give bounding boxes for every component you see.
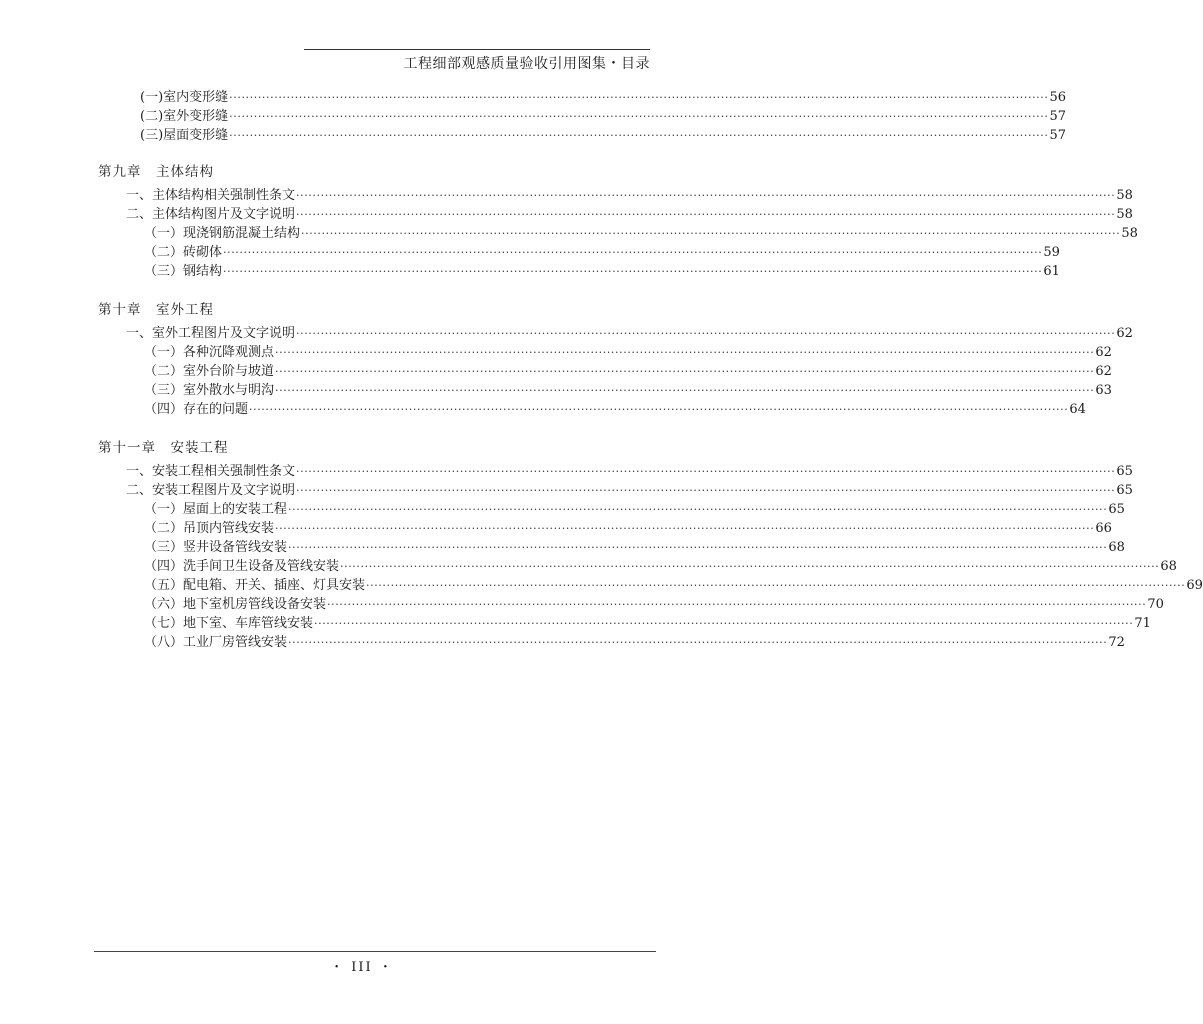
toc-entry-title: 一、主体结构相关强制性条文 <box>126 188 296 203</box>
dot-leader: ········································································································································································································ <box>296 465 1116 478</box>
toc-entry-title: （二）室外台阶与坡道 <box>144 364 275 379</box>
toc-entry-page-number: 68 <box>1160 559 1177 574</box>
dot-leader: ········································································································································································································ <box>229 110 1049 123</box>
toc-entry[interactable] <box>144 577 1203 595</box>
toc-entry-page-number: 58 <box>1116 207 1133 222</box>
toc-entry[interactable] <box>144 596 1164 614</box>
toc-entry[interactable] <box>144 244 1060 262</box>
toc-entry[interactable] <box>144 401 1086 419</box>
toc-entry[interactable] <box>144 382 1112 400</box>
toc-entry[interactable] <box>126 206 1133 224</box>
toc-entry-title: （八）工业厂房管线安装 <box>144 635 288 650</box>
dot-leader: ········································································································································································································ <box>229 91 1049 104</box>
toc-entry[interactable] <box>144 263 1060 281</box>
toc-entry-page-number: 58 <box>1121 226 1138 241</box>
toc-entry[interactable] <box>144 520 1112 538</box>
footer-rule <box>94 951 656 952</box>
toc-entry-page-number: 62 <box>1095 345 1112 360</box>
toc-entry-page-number: 64 <box>1069 402 1086 417</box>
page-number: ・ III ・ <box>330 960 394 975</box>
dot-leader: ········································································································································································································ <box>296 484 1116 497</box>
toc-entry-page-number: 58 <box>1116 188 1133 203</box>
running-header-title: 工程细部观感质量验收引用图集・目录 <box>403 56 650 72</box>
toc-entry-title: （三）室外散水与明沟 <box>144 383 275 398</box>
toc-entry-page-number: 70 <box>1147 597 1164 612</box>
toc-entry-title: （一）现浇钢筋混凝土结构 <box>144 226 301 241</box>
toc-entry-page-number: 62 <box>1095 364 1112 379</box>
dot-leader: ········································································································································································································ <box>301 227 1121 240</box>
toc-entry-page-number: 56 <box>1049 90 1067 105</box>
dot-leader: ········································································································································································································ <box>275 365 1095 378</box>
toc-entry-title: 二、安装工程图片及文字说明 <box>126 483 296 498</box>
toc-entry[interactable] <box>144 344 1112 362</box>
toc-entry-page-number: 63 <box>1095 383 1112 398</box>
chapter-heading: 第十一章 安装工程 <box>98 440 229 456</box>
toc-entry-title: （二）吊顶内管线安装 <box>144 521 275 536</box>
toc-entry-title: （一）各种沉降观测点 <box>144 345 275 360</box>
toc-entry-title: （六）地下室机房管线设备安装 <box>144 597 327 612</box>
toc-entry-title: （一）屋面上的安装工程 <box>144 502 288 517</box>
dot-leader: ········································································································································································································ <box>275 346 1095 359</box>
toc-entry[interactable] <box>126 187 1133 205</box>
toc-entry[interactable] <box>140 108 1067 126</box>
toc-entry-page-number: 69 <box>1186 578 1203 593</box>
chapter-heading: 第十章 室外工程 <box>98 302 214 318</box>
toc-entry-title: （四）存在的问题 <box>144 402 249 417</box>
toc-entry-title: (三)屋面变形缝 <box>140 128 229 143</box>
dot-leader: ········································································································································································································ <box>296 208 1116 221</box>
toc-entry[interactable] <box>144 615 1151 633</box>
dot-leader: ········································································································································································································ <box>288 636 1108 649</box>
toc-entry-title: （四）洗手间卫生设备及管线安装 <box>144 559 340 574</box>
dot-leader: ········································································································································································································ <box>296 189 1116 202</box>
toc-entry-title: （二）砖砌体 <box>144 245 223 260</box>
toc-entry-page-number: 66 <box>1095 521 1112 536</box>
dot-leader: ········································································································································································································ <box>223 246 1043 259</box>
dot-leader: ········································································································································································································ <box>275 522 1095 535</box>
toc-entry[interactable] <box>144 539 1125 557</box>
toc-entry-title: （五）配电箱、开关、插座、灯具安装 <box>144 578 366 593</box>
toc-entry-page-number: 65 <box>1116 483 1133 498</box>
toc-entry[interactable] <box>144 634 1125 652</box>
header-rule <box>304 49 650 50</box>
toc-entry[interactable] <box>144 225 1138 243</box>
toc-entry-page-number: 72 <box>1108 635 1125 650</box>
dot-leader: ········································································································································································································ <box>288 503 1108 516</box>
toc-entry-title: (二)室外变形缝 <box>140 109 229 124</box>
toc-entry[interactable] <box>126 482 1133 500</box>
toc-entry-page-number: 71 <box>1134 616 1151 631</box>
toc-entry-page-number: 68 <box>1108 540 1125 555</box>
toc-entry-page-number: 65 <box>1108 502 1125 517</box>
dot-leader: ········································································································································································································ <box>288 541 1108 554</box>
toc-entry-title: 一、安装工程相关强制性条文 <box>126 464 296 479</box>
dot-leader: ········································································································································································································ <box>229 129 1049 142</box>
toc-entry-title: 一、室外工程图片及文字说明 <box>126 326 296 341</box>
toc-entry-title: 二、主体结构图片及文字说明 <box>126 207 296 222</box>
toc-entry-page-number: 65 <box>1116 464 1133 479</box>
toc-entry[interactable] <box>126 463 1133 481</box>
dot-leader: ········································································································································································································ <box>296 327 1116 340</box>
dot-leader: ········································································································································································································ <box>366 579 1186 592</box>
toc-entry-page-number: 61 <box>1043 264 1060 279</box>
dot-leader: ········································································································································································································ <box>223 265 1043 278</box>
dot-leader: ········································································································································································································ <box>327 598 1147 611</box>
dot-leader: ········································································································································································································ <box>275 384 1095 397</box>
toc-entry[interactable] <box>126 325 1133 343</box>
toc-entry-title: （七）地下室、车库管线安装 <box>144 616 314 631</box>
toc-entry[interactable] <box>144 558 1177 576</box>
toc-entry[interactable] <box>144 501 1125 519</box>
toc-entry-title: （三）钢结构 <box>144 264 223 279</box>
toc-entry-title: (一)室内变形缝 <box>140 90 229 105</box>
toc-entry[interactable] <box>140 127 1067 145</box>
dot-leader: ········································································································································································································ <box>314 617 1134 630</box>
toc-entry-page-number: 57 <box>1049 109 1067 124</box>
dot-leader: ········································································································································································································ <box>249 403 1069 416</box>
toc-entry-page-number: 59 <box>1043 245 1060 260</box>
toc-entry-title: （三）竖井设备管线安装 <box>144 540 288 555</box>
chapter-heading: 第九章 主体结构 <box>98 164 214 180</box>
dot-leader: ········································································································································································································ <box>340 560 1160 573</box>
toc-entry[interactable] <box>140 89 1067 107</box>
toc-entry[interactable] <box>144 363 1112 381</box>
toc-entry-page-number: 62 <box>1116 326 1133 341</box>
toc-entry-page-number: 57 <box>1049 128 1067 143</box>
